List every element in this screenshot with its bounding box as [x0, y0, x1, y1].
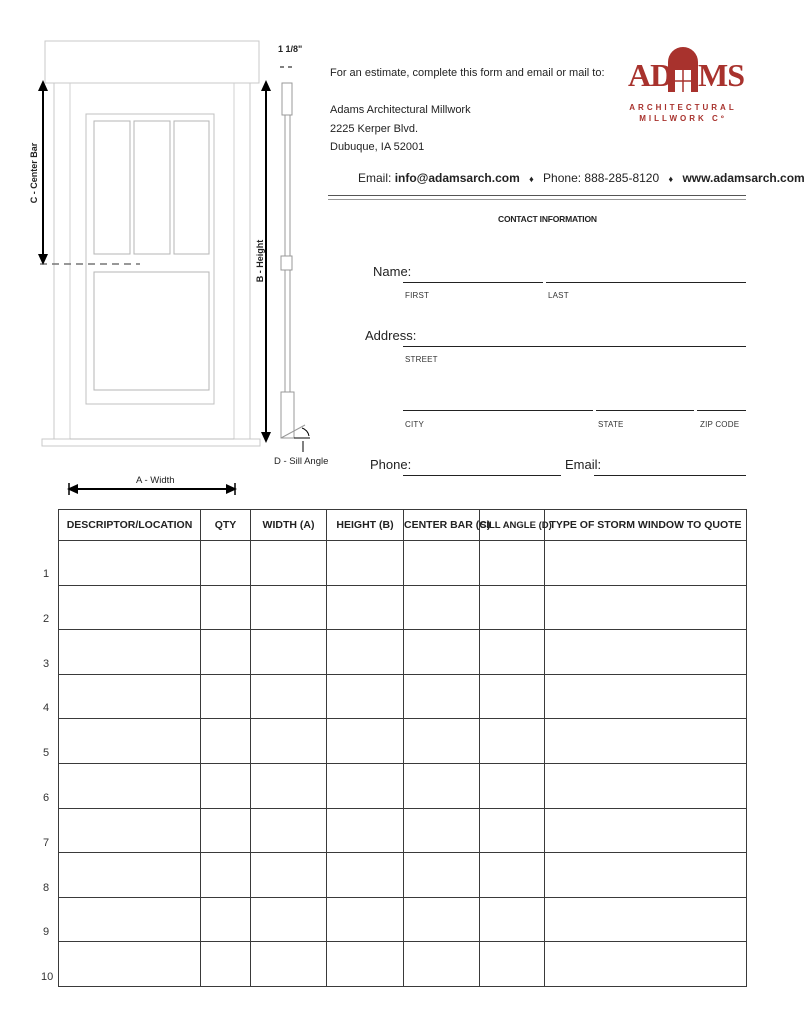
state-field[interactable]	[596, 410, 694, 411]
table-row	[59, 585, 747, 630]
quote-table	[58, 509, 747, 987]
row-number: 8	[42, 881, 50, 894]
intro-text: For an estimate, complete this form and email or mail to:	[330, 67, 605, 79]
cell-qty[interactable]	[201, 630, 251, 675]
separator-diamond: ♦	[529, 174, 534, 184]
cell-width[interactable]	[251, 897, 327, 942]
phone-label: Phone:	[370, 457, 412, 472]
top-dimension-label: 1 1/8"	[278, 44, 303, 54]
cell-height[interactable]	[327, 897, 404, 942]
cell-descriptor[interactable]	[59, 630, 201, 675]
table-row	[59, 674, 747, 719]
last-name-field[interactable]	[546, 282, 746, 283]
table-row	[59, 942, 747, 987]
cell-sill-angle[interactable]	[480, 853, 545, 898]
table-row	[59, 897, 747, 942]
cell-height[interactable]	[327, 630, 404, 675]
phone-text: Phone: 888-285-8120	[543, 171, 660, 185]
sill-angle-label: D - Sill Angle	[274, 456, 329, 467]
cell-storm-type[interactable]	[545, 585, 747, 630]
cell-qty[interactable]	[201, 585, 251, 630]
cell-sill-angle[interactable]	[480, 942, 545, 987]
cell-descriptor[interactable]	[59, 585, 201, 630]
header-divider	[328, 195, 746, 196]
table-header-row	[59, 510, 747, 541]
col-sill-angle: SILL ANGLE (D)	[480, 510, 545, 541]
cell-storm-type[interactable]	[545, 853, 747, 898]
table-row	[59, 541, 747, 586]
row-number: 2	[42, 612, 50, 625]
name-label: Name:	[373, 264, 412, 279]
logo-line2: MILLWORK Cº	[639, 114, 727, 123]
cell-storm-type[interactable]	[545, 897, 747, 942]
address-label: Address:	[365, 328, 417, 343]
state-caption: STATE	[598, 420, 624, 429]
cell-sill-angle[interactable]	[480, 763, 545, 808]
cell-center-bar[interactable]	[404, 630, 480, 675]
cell-height[interactable]	[327, 853, 404, 898]
logo-line1: ARCHITECTURAL	[629, 103, 737, 112]
email-field[interactable]	[594, 475, 746, 476]
cell-height[interactable]	[327, 719, 404, 764]
row-number: 9	[42, 926, 50, 939]
row-number: 3	[42, 657, 50, 670]
cell-descriptor[interactable]	[59, 763, 201, 808]
row-number: 10	[41, 971, 54, 984]
cell-descriptor[interactable]	[59, 808, 201, 853]
email-field-label: Email:	[565, 457, 602, 472]
cell-center-bar[interactable]	[404, 763, 480, 808]
cell-sill-angle[interactable]	[480, 719, 545, 764]
cell-qty[interactable]	[201, 541, 251, 586]
cell-center-bar[interactable]	[404, 541, 480, 586]
cell-descriptor[interactable]	[59, 853, 201, 898]
company-logo	[628, 40, 744, 130]
cell-qty[interactable]	[201, 719, 251, 764]
row-number: 4	[42, 702, 50, 715]
cell-width[interactable]	[251, 853, 327, 898]
cell-width[interactable]	[251, 719, 327, 764]
cell-height[interactable]	[327, 541, 404, 586]
cell-width[interactable]	[251, 808, 327, 853]
cell-sill-angle[interactable]	[480, 897, 545, 942]
cell-height[interactable]	[327, 674, 404, 719]
cell-center-bar[interactable]	[404, 719, 480, 764]
cell-qty[interactable]	[201, 942, 251, 987]
contact-section-title: CONTACT INFORMATION	[498, 214, 597, 224]
col-width: WIDTH (A)	[251, 510, 327, 541]
cell-sill-angle[interactable]	[480, 808, 545, 853]
phone-field[interactable]	[403, 475, 561, 476]
cell-width[interactable]	[251, 541, 327, 586]
cell-descriptor[interactable]	[59, 897, 201, 942]
table-row	[59, 719, 747, 764]
cell-qty[interactable]	[201, 897, 251, 942]
company-name: Adams Architectural Millwork	[330, 104, 471, 116]
cell-sill-angle[interactable]	[480, 541, 545, 586]
zip-caption: ZIP CODE	[700, 420, 740, 429]
row-number: 6	[42, 792, 50, 804]
col-storm-type: TYPE OF STORM WINDOW TO QUOTE	[545, 510, 747, 541]
cell-sill-angle[interactable]	[480, 630, 545, 675]
cell-height[interactable]	[327, 942, 404, 987]
col-center-bar: CENTER BAR (C)	[404, 510, 480, 541]
cell-storm-type[interactable]	[545, 942, 747, 987]
cell-qty[interactable]	[201, 763, 251, 808]
window-drawing	[0, 0, 330, 500]
separator-diamond: ♦	[668, 174, 674, 184]
cell-center-bar[interactable]	[404, 942, 480, 987]
cell-descriptor[interactable]	[59, 674, 201, 719]
height-label: B - Height	[255, 239, 265, 283]
city-field[interactable]	[403, 410, 593, 411]
last-name-caption: LAST	[548, 291, 569, 300]
cell-sill-angle[interactable]	[480, 674, 545, 719]
header-divider-thin	[328, 199, 746, 200]
city-caption: CITY	[405, 420, 425, 429]
col-qty: QTY	[201, 510, 251, 541]
cell-descriptor[interactable]	[59, 942, 201, 987]
cell-qty[interactable]	[201, 853, 251, 898]
email-label: Email:	[358, 171, 392, 185]
first-name-field[interactable]	[403, 282, 543, 283]
cell-width[interactable]	[251, 942, 327, 987]
cell-width[interactable]	[251, 585, 327, 630]
cell-center-bar[interactable]	[404, 674, 480, 719]
cell-descriptor[interactable]	[59, 541, 201, 586]
window-diagram	[0, 0, 330, 500]
center-bar-label: C - Center Bar	[29, 142, 39, 204]
first-name-caption: FIRST	[405, 291, 430, 300]
cell-storm-type[interactable]	[545, 630, 747, 675]
cell-height[interactable]	[327, 585, 404, 630]
row-number: 1	[42, 568, 50, 580]
cell-storm-type[interactable]	[545, 763, 747, 808]
cell-center-bar[interactable]	[404, 853, 480, 898]
cell-storm-type[interactable]	[545, 808, 747, 853]
cell-center-bar[interactable]	[404, 897, 480, 942]
table-row	[59, 808, 747, 853]
cell-storm-type[interactable]	[545, 541, 747, 586]
row-number: 7	[42, 836, 50, 849]
cell-width[interactable]	[251, 763, 327, 808]
cell-width[interactable]	[251, 630, 327, 675]
contact-line	[358, 171, 805, 185]
company-city: Dubuque, IA 52001	[330, 141, 425, 153]
table-row	[59, 853, 747, 898]
cell-storm-type[interactable]	[545, 719, 747, 764]
cell-height[interactable]	[327, 808, 404, 853]
logo-mark-left: AD	[628, 57, 673, 93]
company-street: 2225 Kerper Blvd.	[330, 123, 419, 135]
table-row	[59, 763, 747, 808]
cell-storm-type[interactable]	[545, 674, 747, 719]
street-caption: STREET	[405, 355, 438, 364]
cell-qty[interactable]	[201, 674, 251, 719]
cell-sill-angle[interactable]	[480, 585, 545, 630]
cell-descriptor[interactable]	[59, 719, 201, 764]
col-descriptor: DESCRIPTOR/LOCATION	[59, 510, 201, 541]
row-number: 5	[42, 747, 50, 760]
logo-mark-right: MS	[698, 57, 744, 93]
cell-width[interactable]	[251, 674, 327, 719]
email-link[interactable]: info@adamsarch.com	[394, 171, 520, 185]
cell-center-bar[interactable]	[404, 585, 480, 630]
cell-qty[interactable]	[201, 808, 251, 853]
cell-center-bar[interactable]	[404, 808, 480, 853]
cell-height[interactable]	[327, 763, 404, 808]
zip-field[interactable]	[697, 410, 746, 411]
table-row	[59, 630, 747, 675]
website-link[interactable]: www.adamsarch.com	[682, 171, 805, 185]
col-height: HEIGHT (B)	[327, 510, 404, 541]
width-label: A - Width	[136, 475, 175, 486]
street-field[interactable]	[403, 346, 746, 347]
